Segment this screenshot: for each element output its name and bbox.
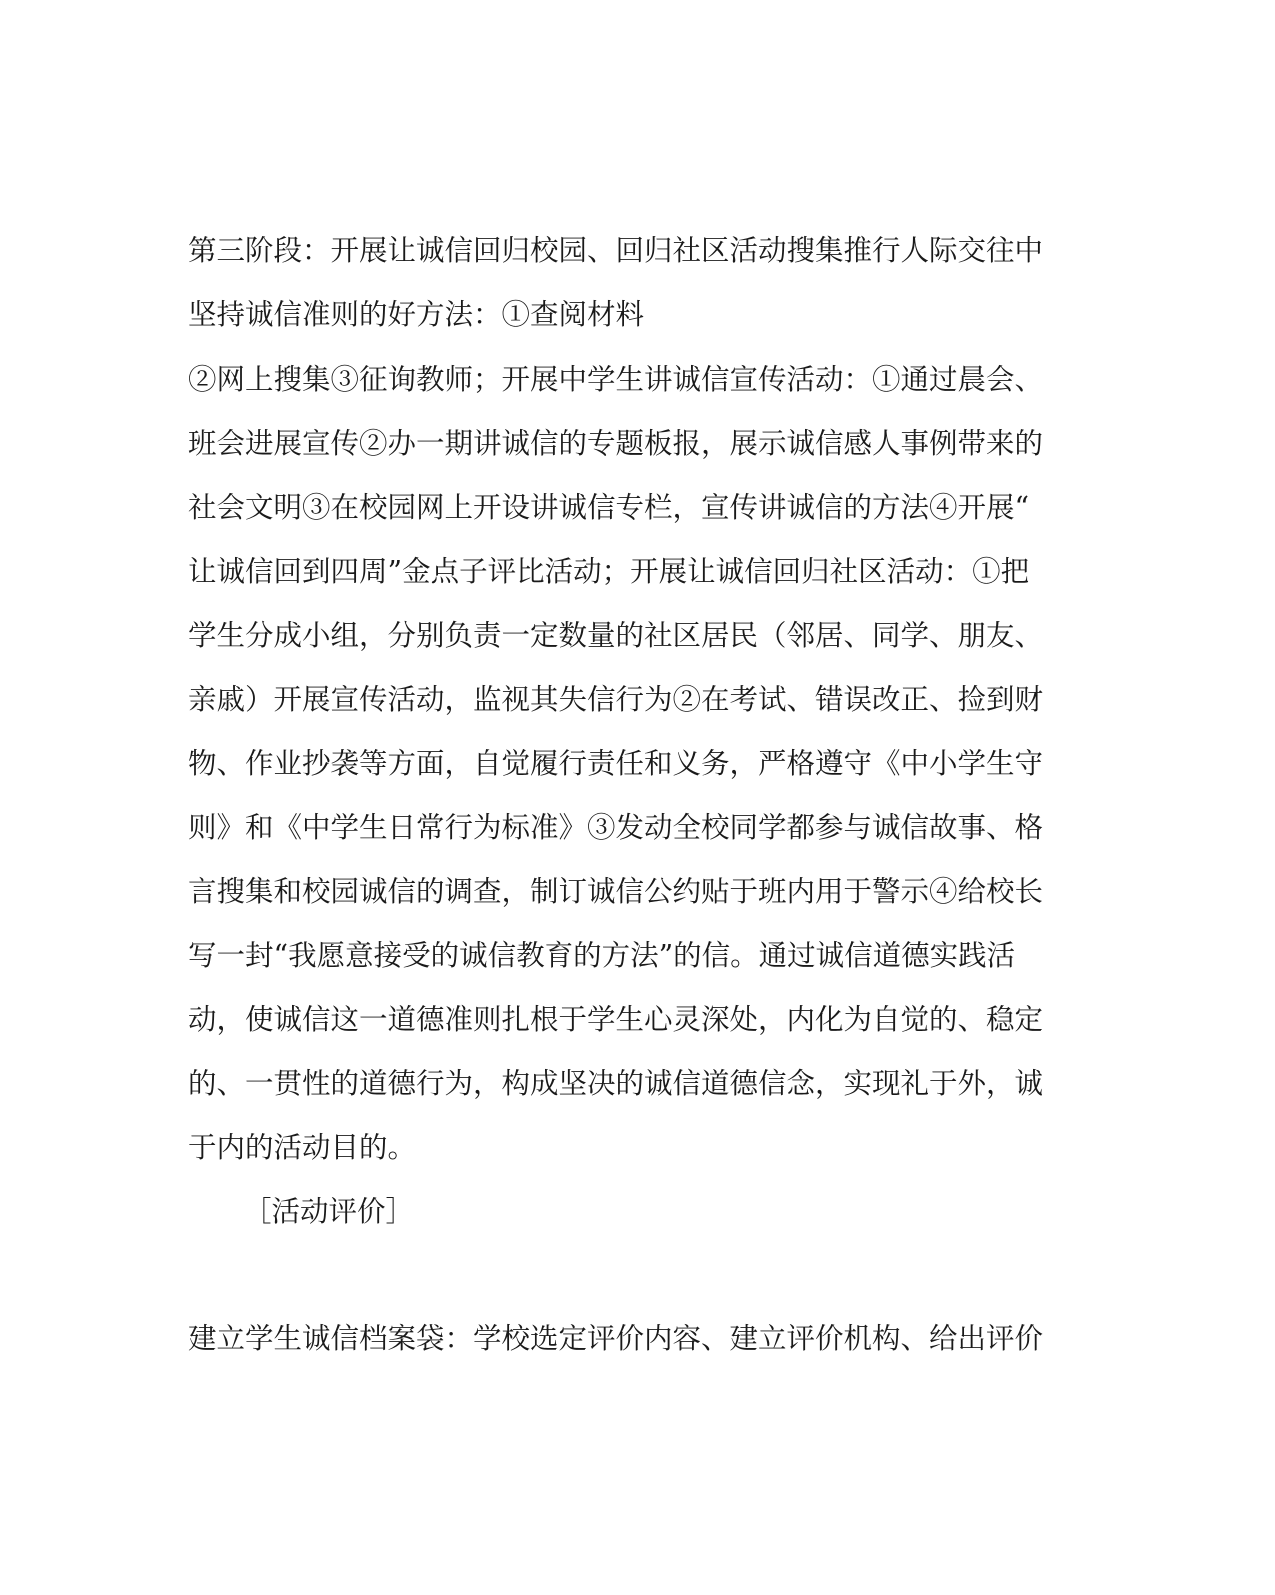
paragraph-line-9: 物、作业抄袭等方面，自觉履行责任和义务，严格遵守《中小学生守 <box>188 747 1044 780</box>
paragraph-line-7: 学生分成小组，分别负责一定数量的社区居民（邻居、同学、朋友、 <box>188 619 1044 652</box>
paragraph-line-16: 建立学生诚信档案袋：学校选定评价内容、建立评价机构、给出评价 <box>188 1322 1044 1355</box>
paragraph-line-14: 的、一贯性的道德行为，构成坚决的诚信道德信念，实现礼于外，诚 <box>188 1067 1044 1100</box>
paragraph-line-4: 班会进展宣传②办一期讲诚信的专题板报，展示诚信感人事例带来的 <box>188 427 1044 460</box>
paragraph-line-6: 让诚信回到四周”金点子评比活动；开展让诚信回归社区活动：①把 <box>188 555 1030 588</box>
paragraph-line-13: 动，使诚信这一道德准则扎根于学生心灵深处，内化为自觉的、稳定 <box>188 1003 1044 1036</box>
paragraph-line-1: 第三阶段：开展让诚信回归校园、回归社区活动搜集推行人际交往中 <box>188 234 1044 267</box>
paragraph-line-3: ②网上搜集③征询教师；开展中学生讲诚信宣传活动：①通过晨会、 <box>188 363 1044 396</box>
paragraph-line-8: 亲戚）开展宣传活动，监视其失信行为②在考试、错误改正、捡到财 <box>188 683 1044 716</box>
paragraph-line-12: 写一封“我愿意接受的诚信教育的方法”的信。通过诚信道德实践活 <box>188 939 1016 972</box>
paragraph-line-5: 社会文明③在校园网上开设讲诚信专栏，宣传讲诚信的方法④开展“ <box>188 491 1030 524</box>
paragraph-line-2: 坚持诚信准则的好方法：①查阅材料 <box>188 298 645 331</box>
paragraph-line-15: 于内的活动目的。 <box>188 1131 417 1164</box>
paragraph-line-11: 言搜集和校园诚信的调查，制订诚信公约贴于班内用于警示④给校长 <box>188 875 1044 908</box>
section-heading: ［活动评价］ <box>243 1195 415 1228</box>
paragraph-line-10: 则》和《中学生日常行为标准》③发动全校同学都参与诚信故事、格 <box>188 811 1044 844</box>
